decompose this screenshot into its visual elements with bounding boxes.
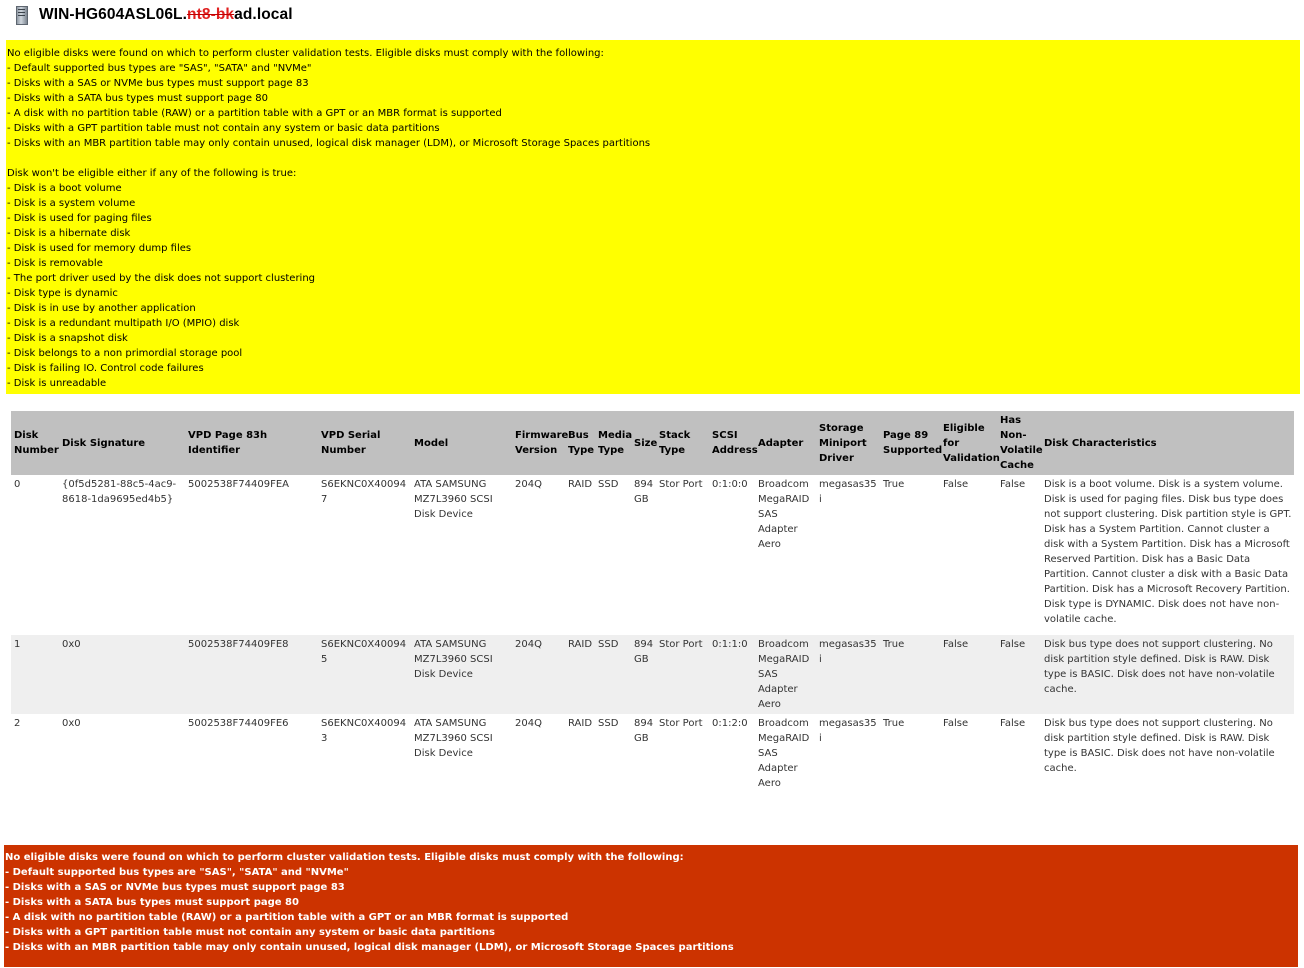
message-line: - Disks with an MBR partition table may only contain unused, logical disk manager (LDM), or Microsoft Storage Spaces partitions	[7, 138, 651, 149]
table-cell: 0:1:2:0	[712, 718, 748, 729]
table-cell: 204Q	[515, 479, 542, 490]
column-header: Stack Type	[656, 411, 709, 475]
column-header: Disk Number	[11, 411, 59, 475]
table-cell: Stor Port	[659, 718, 703, 729]
table-cell: False	[1000, 479, 1026, 490]
table-cell: Stor Port	[656, 635, 709, 714]
table-cell: False	[943, 718, 969, 729]
table-cell: 204Q	[515, 718, 542, 729]
message-line: - Disks with a SAS or NVMe bus types must support page 83	[5, 882, 345, 893]
table-cell: 204Q	[512, 635, 565, 714]
column-header: Model	[411, 411, 512, 475]
table-cell: ATA SAMSUNG MZ7L3960 SCSI Disk Device	[414, 718, 493, 759]
table-cell: S6EKNC0X400947	[321, 479, 407, 505]
column-header: Page 89 Supported	[880, 411, 940, 475]
table-cell: 1	[11, 635, 59, 714]
message-line: No eligible disks were found on which to perform cluster validation tests. Eligible disks must comply with the following:	[7, 48, 604, 59]
message-line: - Disk belongs to a non primordial storage pool	[7, 348, 243, 359]
error-message	[4, 845, 1298, 967]
message-line: - Disk is unreadable	[7, 378, 107, 389]
message-line: - Disks with a SATA bus types must support page 80	[7, 93, 268, 104]
message-line: - Disk type is dynamic	[7, 288, 118, 299]
table-cell: SSD	[598, 718, 619, 729]
table-cell: Disk bus type does not support clustering. No disk partition style defined. Disk is RAW. Disk type is BASIC. Disk does not have non-volatile cache.	[1044, 718, 1275, 774]
server-icon	[12, 5, 30, 25]
message-line: - Disk is a hibernate disk	[7, 228, 131, 239]
table-cell: True	[883, 479, 905, 490]
column-header: SCSI Address	[709, 411, 755, 475]
server-name: WIN-HG604ASL06L.nt8-bkad.local	[39, 6, 293, 23]
column-header: Has Non-Volatile Cache	[997, 411, 1041, 475]
table-cell: 0x0	[62, 718, 81, 729]
column-header: Media Type	[595, 411, 631, 475]
table-cell: RAID	[568, 718, 593, 729]
table-header-row	[11, 411, 1294, 475]
table-cell: True	[883, 718, 905, 729]
message-line: - The port driver used by the disk does not support clustering	[7, 273, 316, 284]
table-cell: True	[880, 635, 940, 714]
message-line: - Disk is a redundant multipath I/O (MPIO) disk	[7, 318, 240, 329]
column-header: Disk Characteristics	[1041, 411, 1294, 475]
table-cell: SSD	[595, 635, 631, 714]
table-row	[11, 714, 1294, 804]
disk-table	[11, 411, 1294, 804]
message-line: - Disk is a system volume	[7, 198, 136, 209]
message-line: - A disk with no partition table (RAW) or a partition table with a GPT or an MBR format is supported	[7, 108, 502, 119]
table-row	[11, 475, 1294, 635]
message-line: - Disk is a boot volume	[7, 183, 122, 194]
table-cell: False	[940, 635, 997, 714]
table-cell: Broadcom MegaRAID SAS Adapter Aero	[755, 635, 816, 714]
message-line: - A disk with no partition table (RAW) or a partition table with a GPT or an MBR format is supported	[5, 912, 569, 923]
table-cell: Broadcom MegaRAID SAS Adapter Aero	[758, 718, 810, 789]
table-cell: Stor Port	[659, 479, 703, 490]
table-cell: 894 GB	[634, 718, 654, 744]
table-cell: RAID	[568, 479, 593, 490]
column-header: Firmware Version	[512, 411, 565, 475]
redacted-domain: nt8-bk	[187, 6, 235, 23]
column-header: Eligible for Validation	[940, 411, 997, 475]
table-cell: 894 GB	[634, 479, 654, 505]
message-line: - Disk is a snapshot disk	[7, 333, 128, 344]
table-cell: Disk bus type does not support clustering. No disk partition style defined. Disk is RAW. Disk type is BASIC. Disk does not have non-volatile cache.	[1041, 635, 1294, 714]
report-header	[12, 4, 293, 26]
table-cell: 0x0	[59, 635, 185, 714]
table-cell: Broadcom MegaRAID SAS Adapter Aero	[758, 479, 810, 550]
message-line: - Default supported bus types are "SAS", "SATA" and "NVMe"	[5, 867, 349, 878]
message-line: - Disk is used for memory dump files	[7, 243, 192, 254]
table-cell: S6EKNC0X400943	[321, 718, 407, 744]
message-line: - Disk is failing IO. Control code failures	[7, 363, 204, 374]
table-cell: False	[943, 479, 969, 490]
table-cell: 0:1:0:0	[712, 479, 748, 490]
table-cell: Disk is a boot volume. Disk is a system volume. Disk is used for paging files. Disk bus type does not support clustering. Disk partition style is GPT. Disk has a System Partition. Cannot cluster a disk with a System Partition. Disk has a Microsoft Reserved Partition. Disk has a Basic Data Partition. Cannot cluster a disk with a Basic Data Partition. Disk has a Microsoft Recovery Partition. Disk type is DYNAMIC. Disk does not have non-volatile cache.	[1044, 479, 1292, 625]
column-header: Bus Type	[565, 411, 595, 475]
column-header: VPD Page 83h Identifier	[185, 411, 318, 475]
message-line: Disk won't be eligible either if any of the following is true:	[7, 168, 297, 179]
table-cell: False	[1000, 718, 1026, 729]
table-cell: 2	[14, 718, 21, 729]
table-cell: RAID	[565, 635, 595, 714]
message-line: - Disks with a SATA bus types must support page 80	[5, 897, 299, 908]
table-cell: S6EKNC0X400945	[318, 635, 411, 714]
column-header: Adapter	[755, 411, 816, 475]
table-cell: 5002538F74409FE6	[188, 718, 289, 729]
message-line: - Disk is in use by another application	[7, 303, 196, 314]
message-line: - Disk is used for paging files	[7, 213, 152, 224]
message-line	[7, 151, 1300, 166]
table-cell: 0:1:1:0	[709, 635, 755, 714]
table-cell: {0f5d5281-88c5-4ac9-8618-1da9695ed4b5}	[62, 479, 177, 505]
message-line: - Disks with a GPT partition table must not contain any system or basic data partitions	[7, 123, 440, 134]
table-cell: 894 GB	[631, 635, 656, 714]
column-header: Size	[631, 411, 656, 475]
message-line: No eligible disks were found on which to perform cluster validation tests. Eligible disks must comply with the following:	[5, 852, 684, 863]
column-header: Storage Miniport Driver	[816, 411, 880, 475]
table-cell: ATA SAMSUNG MZ7L3960 SCSI Disk Device	[414, 479, 493, 520]
table-cell: ATA SAMSUNG MZ7L3960 SCSI Disk Device	[411, 635, 512, 714]
table-cell: 5002538F74409FE8	[185, 635, 318, 714]
table-cell: 0	[14, 479, 21, 490]
table-cell: megasas35i	[816, 635, 880, 714]
message-line: - Disks with a SAS or NVMe bus types must support page 83	[7, 78, 309, 89]
column-header: VPD Serial Number	[318, 411, 411, 475]
table-row	[11, 635, 1294, 714]
table-cell: megasas35i	[819, 718, 877, 744]
message-line: - Default supported bus types are "SAS", "SATA" and "NVMe"	[7, 63, 312, 74]
eligibility-warning	[6, 40, 1300, 394]
table-cell: False	[997, 635, 1041, 714]
message-line: - Disks with an MBR partition table may only contain unused, logical disk manager (LDM), or Microsoft Storage Spaces partitions	[5, 942, 734, 953]
message-line: - Disk is removable	[7, 258, 103, 269]
message-line: - Disks with a GPT partition table must not contain any system or basic data partitions	[5, 927, 495, 938]
table-cell: 5002538F74409FEA	[188, 479, 290, 490]
table-cell: megasas35i	[819, 479, 877, 505]
table-cell: SSD	[598, 479, 619, 490]
column-header: Disk Signature	[59, 411, 185, 475]
